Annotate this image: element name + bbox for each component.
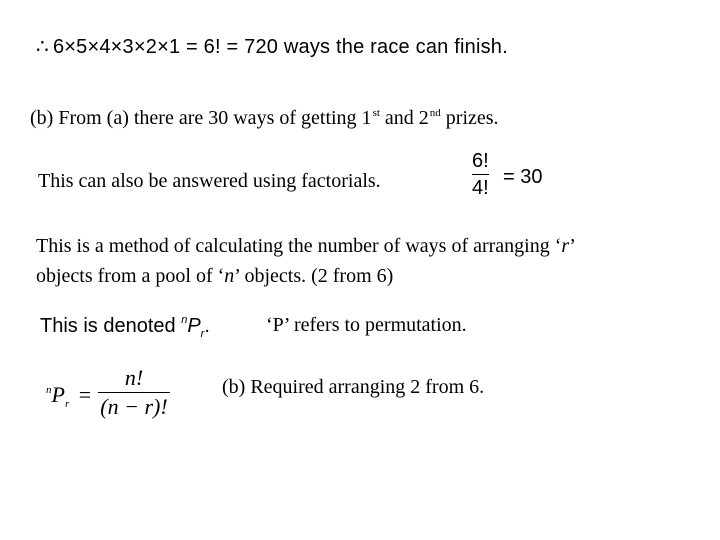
fraction-bar	[472, 174, 489, 175]
notation-p: P	[187, 315, 201, 337]
notation-superscript-n: n	[181, 314, 188, 326]
method-line-2-text: objects from a pool of ‘	[36, 265, 225, 287]
variable-r: r	[561, 235, 570, 257]
race-expression: 6×5×4×3×2×1 = 6! = 720	[52, 36, 279, 58]
formula-bar	[98, 392, 170, 393]
factorial-fraction	[472, 151, 489, 198]
formula-subscript-r: r	[64, 398, 70, 410]
part-b-middle: and 2	[379, 107, 429, 129]
formula-p: P	[51, 382, 65, 407]
notation-prefix: This is denoted	[40, 315, 182, 337]
factorial-result: = 30	[503, 166, 543, 188]
ordinal-nd: nd	[429, 107, 441, 119]
method-line-2	[36, 265, 393, 288]
therefore-symbol: ∴	[36, 34, 49, 58]
formula-superscript-n: n	[46, 384, 52, 396]
factorials-text: This can also be answered using factorials.	[38, 170, 381, 192]
fraction-denominator: 4!	[472, 177, 489, 199]
method-line-1-end: ’	[569, 235, 576, 257]
notation-period: .	[204, 315, 210, 337]
part-b-statement	[30, 107, 499, 130]
variable-n: n	[224, 265, 235, 287]
method-line-1	[36, 235, 576, 258]
notation-subscript-r: r	[200, 328, 205, 340]
race-words: ways the race can finish.	[283, 36, 508, 58]
method-line-2-end: ’ objects. (2 from 6)	[234, 265, 394, 287]
formula-numerator: n!	[124, 365, 144, 390]
formula-lhs	[46, 382, 91, 410]
race-equation-line	[36, 34, 508, 59]
part-b-intro: (b) From (a) there are 30 ways of getting 1	[30, 107, 372, 129]
fraction-numerator: 6!	[472, 150, 489, 172]
required-note: (b) Required arranging 2 from 6.	[222, 376, 485, 398]
part-b-after: prizes.	[440, 107, 499, 129]
permutation-note: ‘P’ refers to permutation.	[266, 314, 467, 336]
ordinal-st: st	[372, 107, 380, 119]
method-line-1-text: This is a method of calculating the number of ways of arranging ‘	[36, 235, 562, 257]
formula-equals: =	[78, 382, 92, 407]
formula-denominator: (n − r)!	[100, 394, 168, 419]
formula-fraction	[98, 367, 170, 418]
notation-line	[40, 314, 210, 340]
